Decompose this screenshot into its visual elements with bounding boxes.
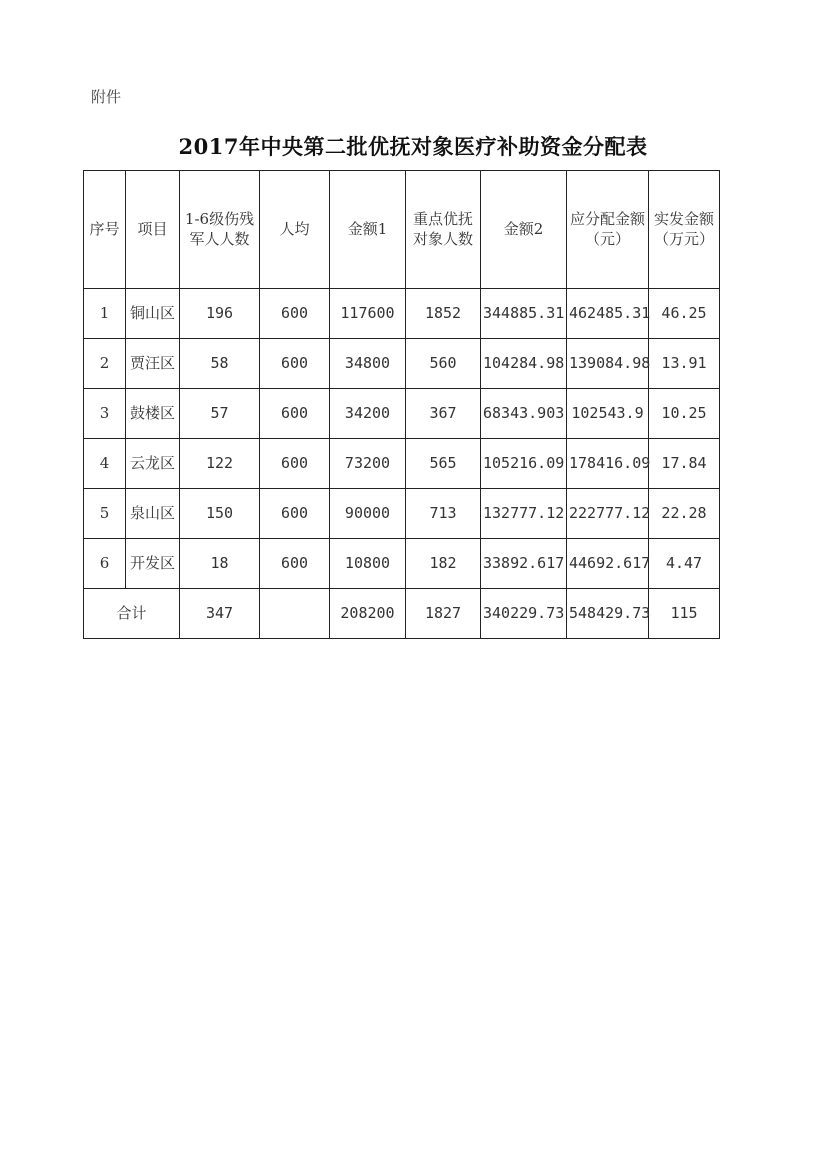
cell-issued: 22.28 <box>649 489 720 539</box>
cell-allocated: 462485.31 <box>567 289 649 339</box>
table-row <box>84 439 720 489</box>
cell-total-issued: 115 <box>649 589 720 639</box>
cell-total-amount1: 208200 <box>330 589 406 639</box>
table-row <box>84 339 720 389</box>
cell-amount2: 68343.903 <box>481 389 567 439</box>
cell-issued: 13.91 <box>649 339 720 389</box>
cell-no: 2 <box>84 339 126 389</box>
cell-issued: 10.25 <box>649 389 720 439</box>
cell-key-count: 560 <box>406 339 481 389</box>
cell-key-count: 1852 <box>406 289 481 339</box>
cell-allocated: 139084.98 <box>567 339 649 389</box>
cell-no: 4 <box>84 439 126 489</box>
cell-disabled-count: 150 <box>180 489 260 539</box>
cell-item: 开发区 <box>126 539 180 589</box>
cell-amount2: 132777.12 <box>481 489 567 539</box>
cell-per-capita: 600 <box>260 389 330 439</box>
col-header-allocated: 应分配金额（元） <box>567 171 649 289</box>
allocation-table <box>83 170 720 639</box>
cell-total-label: 合计 <box>84 589 180 639</box>
cell-total-per-capita <box>260 589 330 639</box>
cell-per-capita: 600 <box>260 289 330 339</box>
cell-amount2: 33892.617 <box>481 539 567 589</box>
cell-disabled-count: 122 <box>180 439 260 489</box>
cell-per-capita: 600 <box>260 489 330 539</box>
cell-no: 6 <box>84 539 126 589</box>
cell-per-capita: 600 <box>260 539 330 589</box>
cell-no: 3 <box>84 389 126 439</box>
cell-allocated: 44692.617 <box>567 539 649 589</box>
cell-item: 云龙区 <box>126 439 180 489</box>
cell-total-allocated: 548429.73 <box>567 589 649 639</box>
cell-disabled-count: 57 <box>180 389 260 439</box>
cell-amount1: 117600 <box>330 289 406 339</box>
cell-amount1: 34800 <box>330 339 406 389</box>
cell-disabled-count: 196 <box>180 289 260 339</box>
cell-amount1: 73200 <box>330 439 406 489</box>
table-row <box>84 539 720 589</box>
cell-item: 贾汪区 <box>126 339 180 389</box>
col-header-no: 序号 <box>84 171 126 289</box>
cell-amount1: 34200 <box>330 389 406 439</box>
col-header-disabled-count: 1-6级伤残军人人数 <box>180 171 260 289</box>
cell-amount2: 105216.09 <box>481 439 567 489</box>
cell-issued: 17.84 <box>649 439 720 489</box>
cell-total-disabled-count: 347 <box>180 589 260 639</box>
col-header-item: 项目 <box>126 171 180 289</box>
table-row <box>84 489 720 539</box>
cell-total-amount2: 340229.73 <box>481 589 567 639</box>
cell-no: 5 <box>84 489 126 539</box>
table-header <box>84 171 720 289</box>
cell-amount2: 344885.31 <box>481 289 567 339</box>
col-header-amount1: 金额1 <box>330 171 406 289</box>
cell-no: 1 <box>84 289 126 339</box>
col-header-issued: 实发金额（万元） <box>649 171 720 289</box>
table-body <box>84 289 720 639</box>
cell-disabled-count: 58 <box>180 339 260 389</box>
cell-amount1: 10800 <box>330 539 406 589</box>
col-header-key-count: 重点优抚对象人数 <box>406 171 481 289</box>
col-header-per-capita: 人均 <box>260 171 330 289</box>
cell-key-count: 367 <box>406 389 481 439</box>
cell-per-capita: 600 <box>260 439 330 489</box>
page-title: 2017年中央第二批优抚对象医疗补助资金分配表 <box>178 134 648 159</box>
cell-allocated: 222777.12 <box>567 489 649 539</box>
cell-item: 铜山区 <box>126 289 180 339</box>
col-header-amount2: 金额2 <box>481 171 567 289</box>
table-total-row <box>84 589 720 639</box>
cell-allocated: 102543.9 <box>567 389 649 439</box>
cell-item: 鼓楼区 <box>126 389 180 439</box>
cell-key-count: 565 <box>406 439 481 489</box>
cell-key-count: 713 <box>406 489 481 539</box>
cell-allocated: 178416.09 <box>567 439 649 489</box>
cell-key-count: 182 <box>406 539 481 589</box>
table-row <box>84 389 720 439</box>
table-row <box>84 289 720 339</box>
cell-item: 泉山区 <box>126 489 180 539</box>
cell-issued: 4.47 <box>649 539 720 589</box>
cell-disabled-count: 18 <box>180 539 260 589</box>
cell-total-key-count: 1827 <box>406 589 481 639</box>
cell-amount1: 90000 <box>330 489 406 539</box>
cell-issued: 46.25 <box>649 289 720 339</box>
cell-amount2: 104284.98 <box>481 339 567 389</box>
cell-per-capita: 600 <box>260 339 330 389</box>
attachment-label: 附件 <box>91 88 122 106</box>
